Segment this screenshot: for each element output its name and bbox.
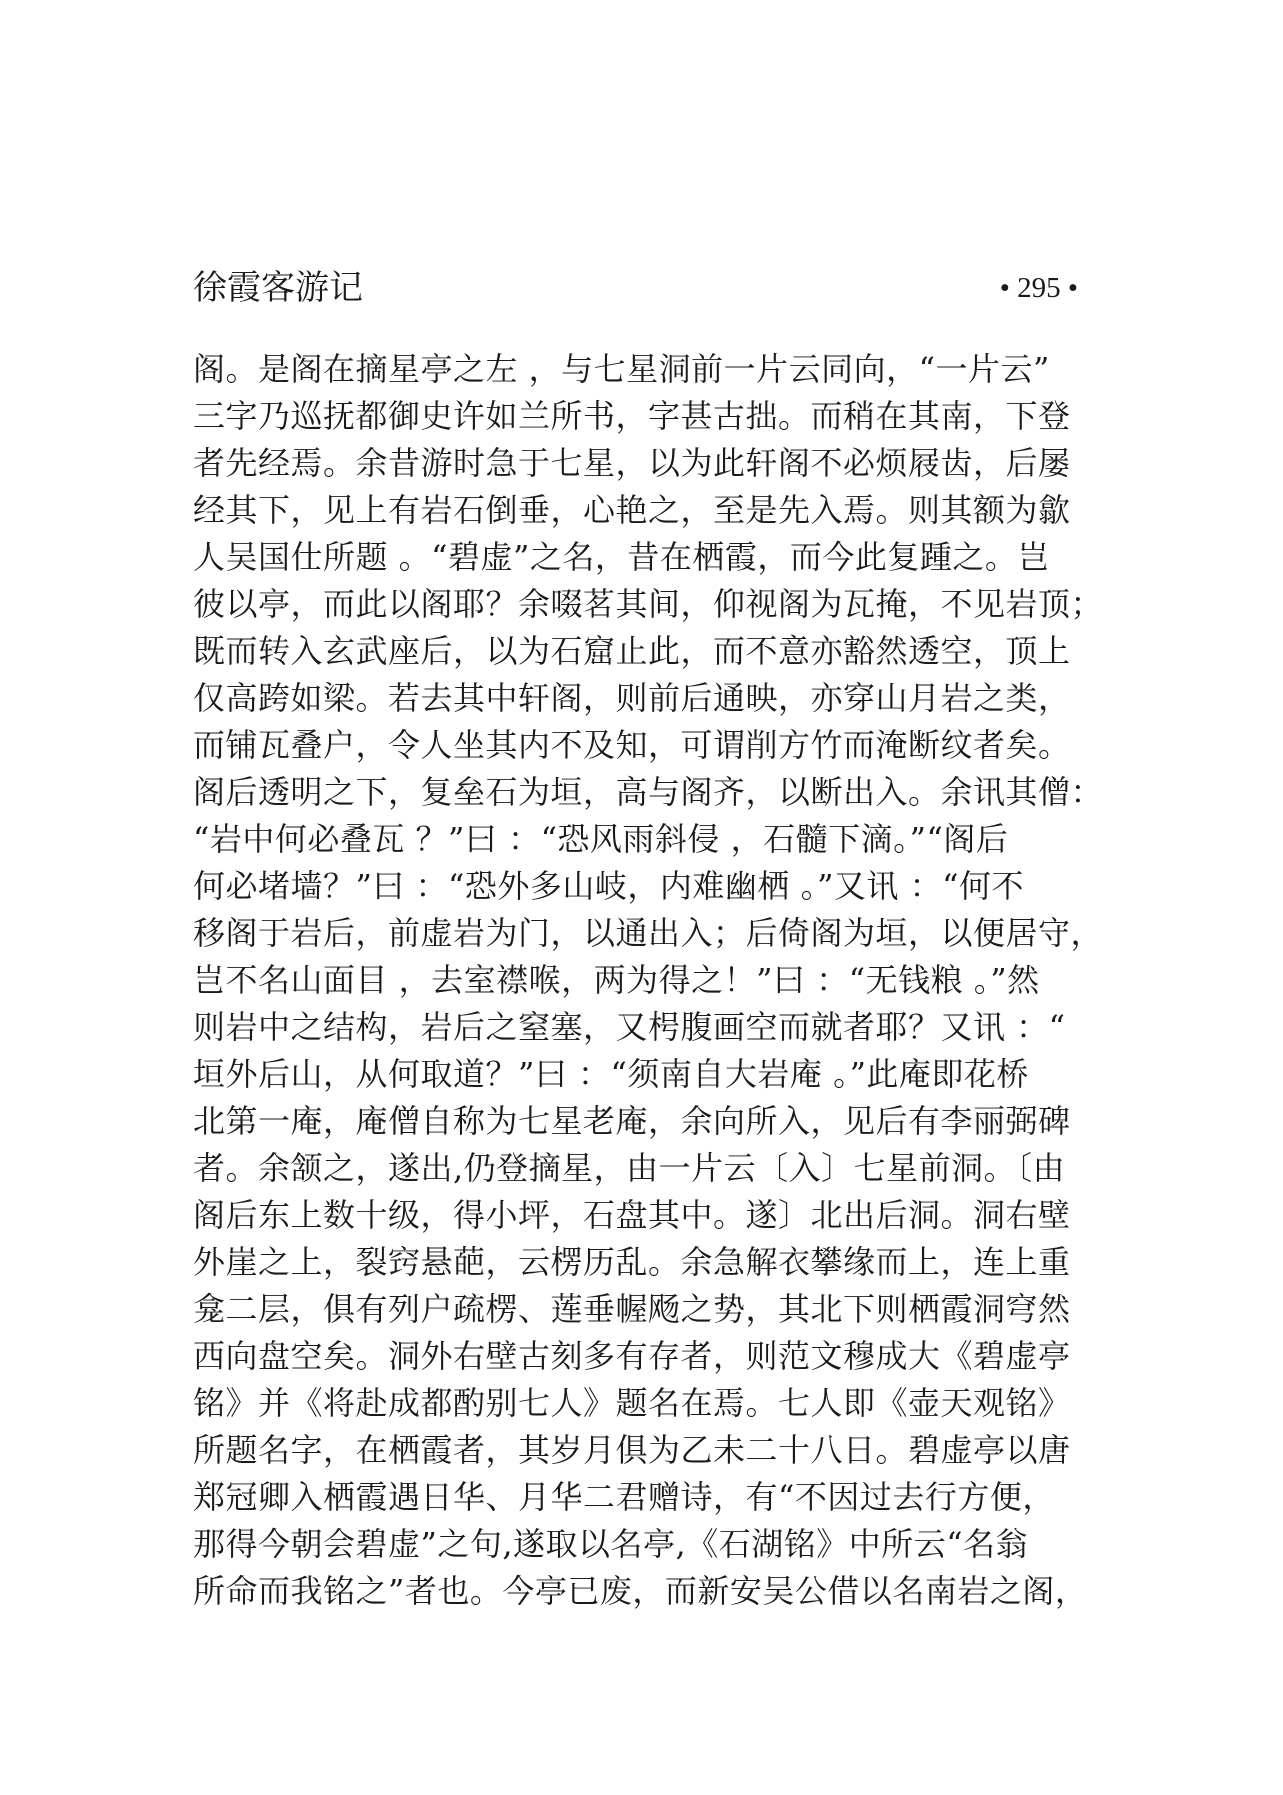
text-line: 阁后东上数十级，得小坪，石盘其中。遂〕北出后洞。洞右壁: [193, 1196, 1071, 1234]
text-line: 阁后透明之下，复垒石为垣，高与阁齐，以断出入。余讯其僧：: [193, 773, 1104, 811]
text-line: 外崖之上，裂窍悬葩，云楞历乱。余急解衣攀缘而上，连上重: [193, 1243, 1071, 1281]
text-line: 西向盘空矣。洞外右壁古刻多有存者，则范文穆成大《碧虚亭: [193, 1337, 1071, 1375]
text-line: 那得今朝会碧虚”之句,遂取以名亭,《石湖铭》中所云“名翁: [193, 1525, 1029, 1563]
running-head: [193, 262, 1078, 314]
text-line: 则岩中之结构，岩后之窒塞，又枵腹画空而就者耶？又讯 ：“: [193, 1008, 1066, 1046]
text-line: 者。余颔之，遂出,仍登摘星，由一片云〔入〕七星前洞。〔由: [193, 1149, 1066, 1187]
text-line: 垣外后山，从何取道？”曰 ：“须南自大岩庵 。”此庵即花桥: [193, 1055, 1029, 1093]
text-line: 者先经焉。余昔游时急于七星，以为此轩阁不必烦屐齿，后屡: [193, 444, 1071, 482]
text-line: 郑冠卿入栖霞遇日华、月华二君赠诗，有“不因过去行方便，: [193, 1478, 1055, 1516]
text-line: 仅高跨如梁。若去其中轩阁，则前后通映，亦穿山月岩之类，: [193, 679, 1071, 717]
text-line: 既而转入玄武座后，以为石窟止此，而不意亦豁然透空，顶上: [193, 632, 1071, 670]
text-line: 阁。是阁在摘星亭之左 ，与七星洞前一片云同向，“一片云”: [193, 350, 1050, 388]
text-line: 北第一庵，庵僧自称为七星老庵，余向所入，见后有李丽弼碑: [193, 1102, 1071, 1140]
text-line: 铭》并《将赴成都酌别七人》题名在焉。七人即《壶天观铭》: [193, 1384, 1071, 1422]
text-line: 所题名字，在栖霞者，其岁月俱为乙未二十八日。碧虚亭以唐: [193, 1431, 1071, 1469]
text-line: 何必堵墙？”曰 ：“恐外多山岐，内难幽栖 。”又讯 ：“何不: [193, 867, 1024, 905]
page-number: • 295 •: [999, 272, 1078, 304]
text-line: 三字乃巡抚都御史许如兰所书，字甚古拙。而稍在其南，下登: [193, 397, 1071, 435]
text-line: 龛二层，俱有列户疏楞、莲垂幄飏之势，其北下则栖霞洞穹然: [193, 1290, 1071, 1328]
body-text: [193, 346, 1104, 1615]
text-line: 人吴国仕所题 。“碧虚”之名，昔在栖霞，而今此复踵之。岂: [193, 538, 1050, 576]
book-title: 徐霞客游记: [193, 268, 363, 308]
text-line: 所命而我铭之”者也。今亭已废，而新安吴公借以名南岩之阁，: [193, 1572, 1088, 1610]
text-line: 而铺瓦叠户，令人坐其内不及知，可谓削方竹而淹断纹者矣。: [193, 726, 1071, 764]
text-line: “岩中何必叠瓦 ？”曰 ：“恐风雨斜侵 ，石髓下滴。”“阁后: [193, 820, 1009, 858]
text-line: 岂不名山面目 ，去室襟喉，两为得之！”曰 ：“无钱粮 。”然: [193, 961, 1040, 999]
text-line: 移阁于岩后，前虚岩为门，以通出入；后倚阁为垣，以便居守，: [193, 914, 1104, 952]
text-line: 经其下，见上有岩石倒垂，心艳之，至是先入焉。则其额为歙: [193, 491, 1071, 529]
text-line: 彼以亭，而此以阁耶？余啜茗其间，仰视阁为瓦掩，不见岩顶；: [193, 585, 1104, 623]
